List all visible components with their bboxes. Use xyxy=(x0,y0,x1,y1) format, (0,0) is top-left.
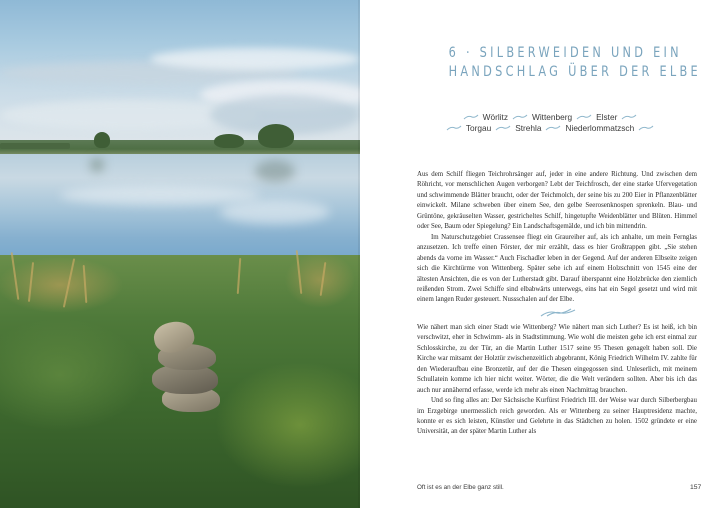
wave-ornament-icon xyxy=(638,125,654,131)
places-row-1 xyxy=(420,112,680,123)
body-text xyxy=(417,170,697,438)
tree xyxy=(258,124,294,148)
tree-reflection xyxy=(90,158,104,172)
place-name: Torgau xyxy=(465,122,492,133)
paragraph: Im Naturschutzgebiet Crassensee fliegt ein Graureiher auf, als ich anhalte, um mein Fernglas anzusetzen. Ich treffe einen Förster, der mir erzählt, dass es hier Großtrappen gibt. „Sie stehen abends da vorne im Wasser.“ Auch Fischadler leben in der Gegend. Auf der anderen Elbseite zeigen sich die Kirchtürme von Wittenberg. Später sehe ich auf einem Holzschnitt von 1545 eine der ältesten Ansichten, die es von der Lutherstadt gibt. Darauf überspannt eine Holzbrücke den ziemlich reißenden Strom. Zwei Schiffe sind elbabwärts unterwegs, eins hat ein Segel gesetzt und wird mit einem langen Ruder gesteuert. Nussschalen auf der Elbe. xyxy=(417,233,697,304)
wave-ornament-icon xyxy=(446,125,462,131)
chapter-title-line-1: 6 · SILBERWEIDEN UND EIN xyxy=(448,45,682,61)
chapter-title xyxy=(448,44,701,82)
wave-ornament-icon xyxy=(537,307,577,321)
tree xyxy=(214,134,244,148)
place-name: Niederlommatzsch xyxy=(565,122,635,133)
place-name: Wittenberg xyxy=(532,112,573,122)
paragraph: Und so fing alles an: Der Sächsische Kurfürst Friedrich III. der Weise war durch Silberbergbau im Erzgebirge unermesslich reich geworden. Als er Wittenberg zu seiner Hauptresidenz machte, konnte er es sich leisten, Künstler und Gelehrte in das Städtchen zu holen. 1502 gründete er eine Universität, an der später Martin Luther als xyxy=(417,397,697,436)
paragraph: Aus dem Schilf fliegen Teichrohrsänger auf, jeder in eine andere Richtung. Und zwischen dem Röhricht, vor menschlichen Augen verborgen? Lebt der Teichfrosch, der eine starke Ufervegetation und schwimmende Blätter braucht, oder der Teichmolch, der seine bis zu 200 Eier in Pflanzenblätter einwickelt. Milane schweben über einem See, den gelbe Seerosenknospen sprenkeln. Blau- und Grüntöne, gekräuselten Wasser, gestricheltes Schilf, hingetupfte Weidenblätter und Blüten. Himmel oder See, Baum oder Spiegelung? Ein Landschaftsgemälde, und ich bin mittendrin. xyxy=(417,171,697,231)
tree xyxy=(94,132,110,148)
paragraph: Wie nähert man sich einer Stadt wie Wittenberg? Wie nähert man sich Luther? Es ist heiß, ich bin verschwitzt, eher in Schwimm- als in Stadtstimmung. Wie wohl die meisten gehe ich erst einmal zur Schlosskirche, zu der Tür, an die Martin Luther 1517 seine 95 Thesen genagelt haben soll. Die Kirche war mitsamt der Holztür zwischenzeitlich abgebrannt, König Friedrich Wilhelm IV. zahlte für den Wiederaufbau eine Bronzetür, auf der die Thesen eingegossen sind. Unleserlich, mit meinem Schullatein komme ich hier nicht weiter. Wörter, die die Welt verändern sollten. Aber bis ich das auch nur annähernd erfasse, werde ich mehr als einen Nachmittag brauchen. xyxy=(417,323,697,394)
cloud-reflection xyxy=(60,185,260,205)
wave-ornament-icon xyxy=(495,125,511,131)
page-number: 157 xyxy=(690,484,702,491)
places-list xyxy=(420,112,680,133)
chapter-title-line-2: HANDSCHLAG ÜBER DER ELBE xyxy=(448,64,701,80)
cloud xyxy=(150,48,360,70)
wave-ornament-icon xyxy=(576,114,592,120)
wave-ornament-icon xyxy=(621,114,637,120)
places-row-2 xyxy=(420,123,680,134)
riverbank xyxy=(0,143,70,149)
photo-caption: Oft ist es an der Elbe ganz still. xyxy=(417,484,504,491)
wave-ornament-icon xyxy=(512,114,528,120)
place-name: Elster xyxy=(596,112,618,122)
place-name: Wörlitz xyxy=(482,112,508,122)
stone-cairn xyxy=(148,322,222,414)
tree-reflection xyxy=(255,160,295,182)
cloud-reflection xyxy=(220,200,330,224)
text-page xyxy=(360,0,720,508)
section-break xyxy=(417,308,697,320)
wave-ornament-icon xyxy=(463,114,479,120)
wave-ornament-icon xyxy=(545,125,561,131)
place-name: Strehla xyxy=(515,122,542,133)
